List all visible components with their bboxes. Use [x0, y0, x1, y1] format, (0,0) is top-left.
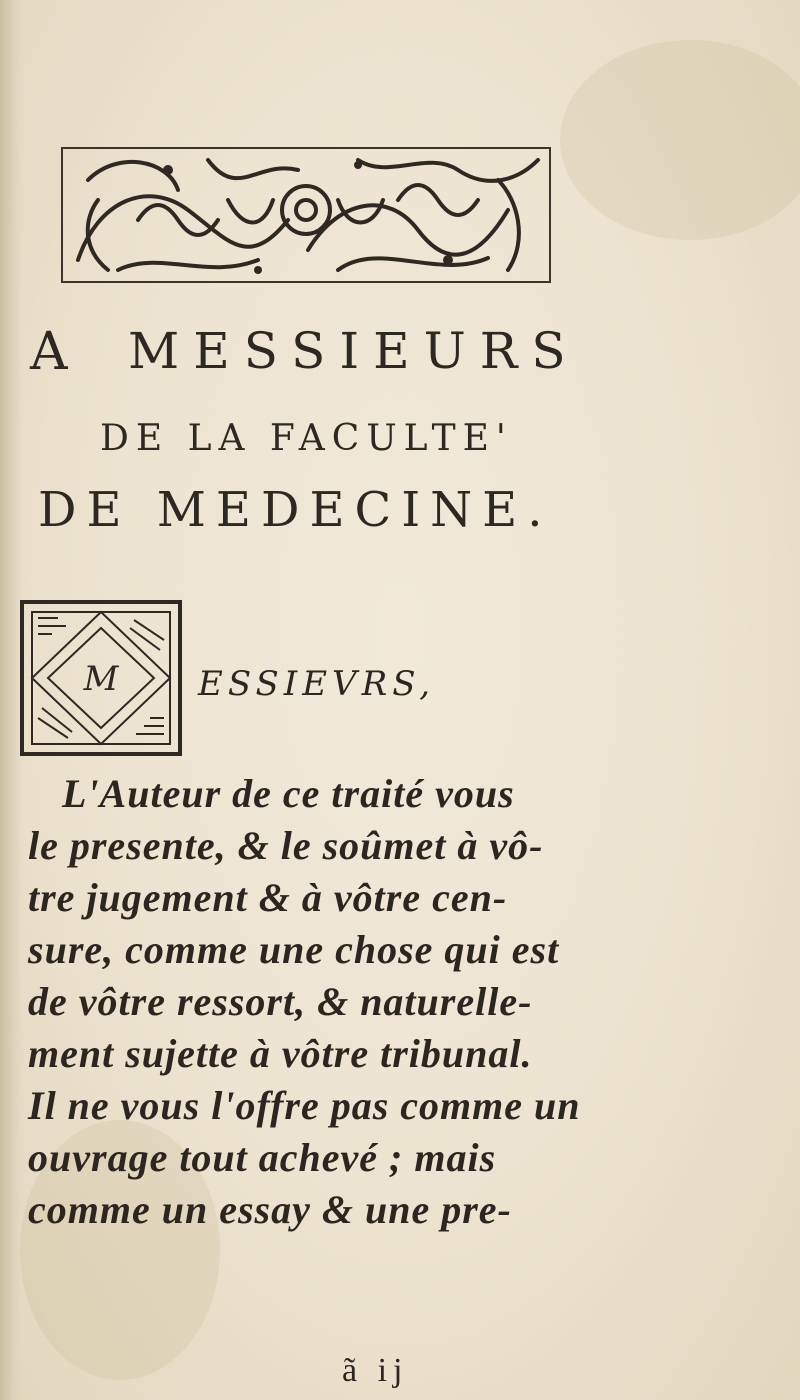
title-a: A [30, 322, 68, 382]
body-line: L'Auteur de ce traité vous [62, 771, 515, 816]
body-line: Il ne vous l'offre pas comme un [28, 1083, 581, 1128]
title-line-2: DE LA FACULTE' [100, 418, 513, 459]
paper-stain [560, 40, 800, 240]
decorated-initial [18, 598, 184, 758]
ornamental-headpiece [58, 140, 554, 290]
body-line: de vôtre ressort, & naturelle- [28, 979, 533, 1024]
body-line: tre jugement & à vôtre cen- [28, 875, 508, 920]
initial-rest-text: ESSIEVRS, [198, 664, 436, 704]
title-line-3: DE MEDECINE. [38, 482, 553, 538]
body-line: sure, comme une chose qui est [28, 927, 560, 972]
body-line: ouvrage tout achevé ; mais [28, 1135, 497, 1180]
initial-letter: M [83, 659, 119, 699]
signature-mark: ã ij [342, 1352, 409, 1389]
body-line: comme un essay & une pre- [28, 1187, 512, 1232]
body-line: ment sujette à vôtre tribunal. [28, 1031, 533, 1076]
title-messieurs: MESSIEURS [128, 322, 580, 380]
body-line: le presente, & le soûmet à vô- [28, 823, 544, 868]
